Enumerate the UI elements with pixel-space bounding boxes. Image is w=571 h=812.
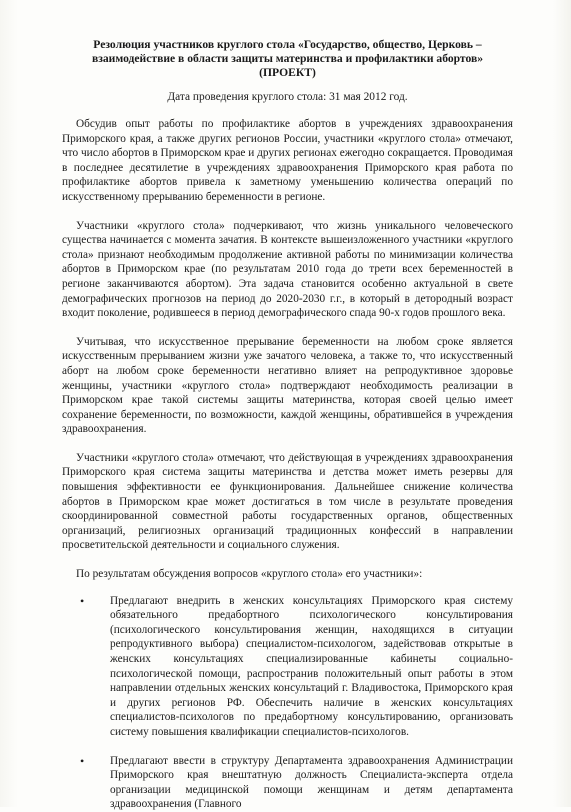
resolution-list [62, 594, 513, 812]
paragraph-4: Участники «круглого стола» отмечают, что действующая в учреждениях здравоохранения Приморского края система защиты материнства и детства может иметь резервы для повышения эффективности ее функционирования. Дальнейшее снижение количества абортов в Приморском крае может достигаться в том числе в результате проведения скоординированной совместной работы государственных органов, общественных организаций, религиозных организаций традиционных конфессий в направлении просветительской деятельности и социального служения. [62, 451, 513, 552]
document-title [62, 38, 513, 80]
title-line-2: взаимодействие в области защиты материнства и профилактики абортов» [91, 52, 484, 65]
resolution-intro: По результатам обсуждения вопросов «круглого стола» его участники»: [76, 568, 423, 581]
bullet-icon: • [80, 593, 85, 608]
bullet-icon: • [80, 753, 85, 768]
list-item-text: Предлагают внедрить в женских консультациях Приморского края систему обязательного предабортного психологического консультирования (психологического консультирования женщин, находящихся в ситуации репродуктивного выбора) специалистом-психологом, задействовав открытые в женских консультациях специализированные кабинеты социально-психологической помощи, распространив положительный опыт работы в этом направлении отдельных женских консультаций г. Владивостока, Приморского края и других регионов РФ. Обеспечить наличие в женских консультациях специалистов-психологов по предабортному консультированию, организовать систему повышения квалификации специалистов-психологов. [110, 594, 513, 738]
list-item-text: Предлагают ввести в структуру Департамента здравоохранения Администрации Приморского края внештатную должность Специалиста-эксперта отдела организации медицинской помощи женщинам и детям департамента здравоохранения (Главного [110, 754, 513, 811]
paragraph-2: Участники «круглого стола» подчеркивают, что жизнь уникального человеческого существа начинается с момента зачатия. В контексте вышеизложенного участники «круглого стола» признают необходимым продолжение активной работы по минимизации количества абортов в Приморском крае (по результатам 2010 года до трети всех беременностей в регионе заканчиваются абортом). Эта задача становится особенно актуальной в свете демографических прогнозов на период до 2020-2030 г.г., в который в детородный возраст входит поколение, родившееся в период демографического спада 90-х годов прошлого века. [62, 219, 513, 320]
paragraph-3: Учитывая, что искусственное прерывание беременности на любом сроке является искусственным прерыванием жизни уже зачатого человека, а также то, что искусственный аборт на любом сроке беременности негативно влияет на репродуктивное здоровье женщины, участники «круглого стола» подтверждают необходимость реализации в Приморском крае такой системы защиты материнства, которая своей целью имеет сохранение беременности, по возможности, каждой женщины, обратившейся в учреждения здравоохранения. [62, 335, 513, 436]
list-item [80, 593, 513, 740]
title-line-1: Резолюция участников круглого стола «Государство, общество, Церковь – [93, 38, 482, 51]
list-item [80, 753, 513, 812]
title-line-3: (ПРОЕКТ) [259, 66, 316, 79]
meeting-date: Дата проведения круглого стола: 31 мая 2012 год. [167, 91, 408, 103]
paragraph-1: Обсудив опыт работы по профилактике абортов в учреждениях здравоохранения Приморского края, а также других регионов России, участники «круглого стола» отмечают, что число абортов в Приморском крае и других регионах ежегодно сокращается. Проводимая в последнее десятилетие в учреждениях здравоохранения Приморского края работа по профилактике абортов привела к заметному уменьшению количества операций по искусственному прерыванию беременности в регионе. [62, 118, 513, 203]
